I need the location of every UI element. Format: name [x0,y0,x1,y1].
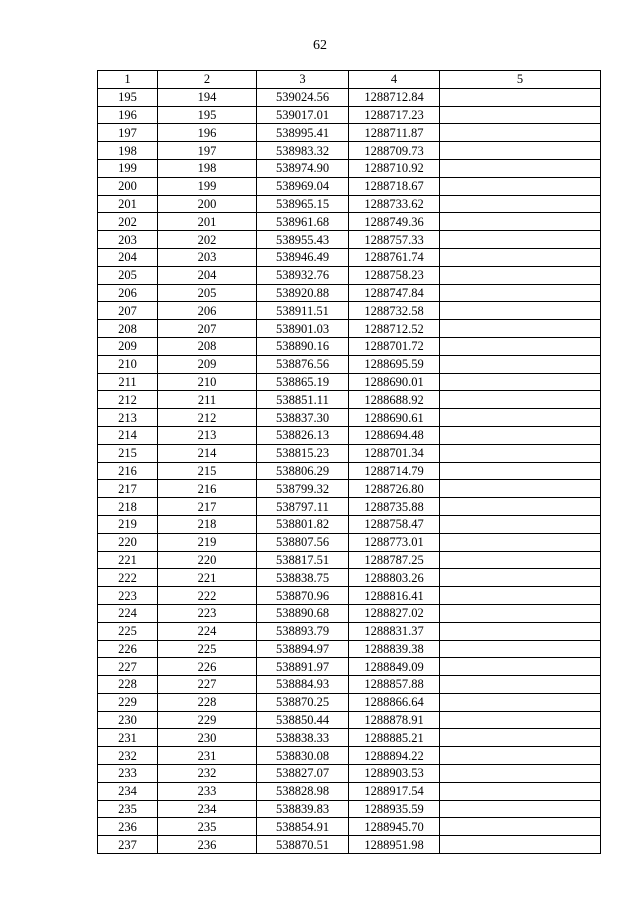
table-cell-col-3: 538884.93 [257,676,349,694]
table-cell-col-1: 232 [98,747,158,765]
table-row [98,337,601,355]
table-cell-col-1: 229 [98,693,158,711]
table-row [98,355,601,373]
table-cell-col-2: 207 [158,320,257,338]
table-row [98,747,601,765]
table-row [98,836,601,854]
table-row [98,498,601,516]
table-cell-col-2: 228 [158,693,257,711]
table-cell-col-4: 1288714.79 [349,462,440,480]
table-cell-col-2: 235 [158,818,257,836]
table-cell-col-2: 234 [158,800,257,818]
table-cell-col-4: 1288747.84 [349,284,440,302]
table-cell-col-5 [440,355,601,373]
table-cell-col-2: 232 [158,765,257,783]
table-cell-col-3: 539017.01 [257,106,349,124]
table-cell-col-4: 1288690.01 [349,373,440,391]
table-cell-col-5 [440,818,601,836]
table-row [98,658,601,676]
table-cell-col-5 [440,462,601,480]
table-cell-col-4: 1288827.02 [349,604,440,622]
table-row [98,213,601,231]
table-cell-col-3: 538961.68 [257,213,349,231]
table-cell-col-3: 538854.91 [257,818,349,836]
table-cell-col-1: 212 [98,391,158,409]
table-cell-col-5 [440,373,601,391]
table-cell-col-5 [440,231,601,249]
table-cell-col-2: 212 [158,409,257,427]
table-cell-col-2: 218 [158,515,257,533]
table-cell-col-1: 210 [98,355,158,373]
table-row [98,159,601,177]
table-cell-col-5 [440,693,601,711]
table-cell-col-2: 209 [158,355,257,373]
table-cell-col-4: 1288816.41 [349,587,440,605]
table-cell-col-2: 236 [158,836,257,854]
table-cell-col-1: 218 [98,498,158,516]
table-cell-col-5 [440,800,601,818]
table-cell-col-5 [440,195,601,213]
table-cell-col-1: 219 [98,515,158,533]
table-row [98,320,601,338]
table-cell-col-3: 538865.19 [257,373,349,391]
table-cell-col-1: 215 [98,444,158,462]
table-row [98,551,601,569]
table-cell-col-4: 1288761.74 [349,248,440,266]
table-cell-col-1: 200 [98,177,158,195]
table-cell-col-4: 1288773.01 [349,533,440,551]
table-cell-col-1: 196 [98,106,158,124]
table-cell-col-1: 213 [98,409,158,427]
table-cell-col-5 [440,177,601,195]
table-cell-col-1: 208 [98,320,158,338]
table-cell-col-2: 208 [158,337,257,355]
table-cell-col-5 [440,480,601,498]
table-cell-col-1: 207 [98,302,158,320]
table-cell-col-5 [440,676,601,694]
table-row [98,711,601,729]
table-cell-col-4: 1288831.37 [349,622,440,640]
table-row [98,124,601,142]
table-cell-col-3: 539024.56 [257,88,349,106]
table-cell-col-1: 226 [98,640,158,658]
table-cell-col-1: 225 [98,622,158,640]
table-cell-col-4: 1288951.98 [349,836,440,854]
table-row [98,622,601,640]
table-cell-col-5 [440,551,601,569]
table-cell-col-1: 214 [98,426,158,444]
table-cell-col-3: 538965.15 [257,195,349,213]
table-cell-col-2: 203 [158,248,257,266]
table-row [98,177,601,195]
table-cell-col-2: 199 [158,177,257,195]
table-row [98,302,601,320]
table-cell-col-2: 198 [158,159,257,177]
table-cell-col-1: 199 [98,159,158,177]
table-cell-col-1: 205 [98,266,158,284]
table-cell-col-3: 538870.25 [257,693,349,711]
table-row [98,248,601,266]
table-header-row [98,71,601,89]
table-cell-col-1: 234 [98,782,158,800]
table-row [98,569,601,587]
table-cell-col-3: 538838.33 [257,729,349,747]
table-cell-col-1: 230 [98,711,158,729]
table-cell-col-3: 538969.04 [257,177,349,195]
table-cell-col-3: 538797.11 [257,498,349,516]
page-number: 62 [313,38,327,53]
table-cell-col-5 [440,640,601,658]
table-row [98,800,601,818]
table-cell-col-4: 1288803.26 [349,569,440,587]
table-cell-col-5 [440,658,601,676]
table-cell-col-5 [440,569,601,587]
table-cell-col-2: 219 [158,533,257,551]
table-cell-col-4: 1288885.21 [349,729,440,747]
table-cell-col-1: 224 [98,604,158,622]
column-header-1: 1 [98,71,158,89]
table-cell-col-1: 198 [98,142,158,160]
table-cell-col-3: 538817.51 [257,551,349,569]
table-cell-col-4: 1288688.92 [349,391,440,409]
table-row [98,729,601,747]
table-cell-col-1: 228 [98,676,158,694]
table-cell-col-2: 213 [158,426,257,444]
table-cell-col-3: 538891.97 [257,658,349,676]
table-cell-col-2: 210 [158,373,257,391]
table-row [98,373,601,391]
table-cell-col-4: 1288710.92 [349,159,440,177]
table-body [98,88,601,853]
table-cell-col-1: 223 [98,587,158,605]
table-cell-col-3: 538850.44 [257,711,349,729]
table-cell-col-1: 203 [98,231,158,249]
table-cell-col-2: 217 [158,498,257,516]
table-cell-col-2: 220 [158,551,257,569]
table-cell-col-2: 224 [158,622,257,640]
table-cell-col-3: 538826.13 [257,426,349,444]
table-cell-col-5 [440,782,601,800]
table-cell-col-4: 1288732.58 [349,302,440,320]
table-cell-col-3: 538799.32 [257,480,349,498]
table-cell-col-2: 201 [158,213,257,231]
table-row [98,693,601,711]
table-cell-col-2: 194 [158,88,257,106]
table-cell-col-5 [440,124,601,142]
table-cell-col-1: 216 [98,462,158,480]
table-cell-col-4: 1288878.91 [349,711,440,729]
table-cell-col-2: 196 [158,124,257,142]
table-cell-col-3: 538801.82 [257,515,349,533]
table-row [98,765,601,783]
table-row [98,818,601,836]
table-cell-col-3: 538806.29 [257,462,349,480]
table-cell-col-1: 237 [98,836,158,854]
table-cell-col-5 [440,444,601,462]
table-cell-col-5 [440,515,601,533]
table-cell-col-3: 538911.51 [257,302,349,320]
table-cell-col-4: 1288717.23 [349,106,440,124]
table-cell-col-3: 538807.56 [257,533,349,551]
table-cell-col-2: 200 [158,195,257,213]
table-cell-col-3: 538838.75 [257,569,349,587]
table-cell-col-2: 222 [158,587,257,605]
table-cell-col-4: 1288894.22 [349,747,440,765]
table-cell-col-3: 538839.83 [257,800,349,818]
table-cell-col-4: 1288701.34 [349,444,440,462]
table-cell-col-4: 1288749.36 [349,213,440,231]
table-cell-col-5 [440,248,601,266]
table-cell-col-3: 538828.98 [257,782,349,800]
table-cell-col-1: 233 [98,765,158,783]
table-cell-col-5 [440,159,601,177]
table-cell-col-4: 1288718.67 [349,177,440,195]
table-cell-col-4: 1288712.52 [349,320,440,338]
table-row [98,444,601,462]
table-cell-col-3: 538851.11 [257,391,349,409]
table-row [98,266,601,284]
table-cell-col-1: 211 [98,373,158,391]
table-cell-col-1: 236 [98,818,158,836]
table-row [98,782,601,800]
table-cell-col-3: 538870.51 [257,836,349,854]
table-cell-col-5 [440,302,601,320]
table-cell-col-1: 227 [98,658,158,676]
table-cell-col-2: 211 [158,391,257,409]
table-cell-col-5 [440,711,601,729]
table-cell-col-5 [440,391,601,409]
table-row [98,640,601,658]
table-cell-col-3: 538983.32 [257,142,349,160]
table-cell-col-2: 221 [158,569,257,587]
table-cell-col-2: 216 [158,480,257,498]
table-cell-col-3: 538837.30 [257,409,349,427]
table-cell-col-3: 538995.41 [257,124,349,142]
table-cell-col-3: 538932.76 [257,266,349,284]
table-row [98,480,601,498]
table-cell-col-1: 197 [98,124,158,142]
table-cell-col-1: 204 [98,248,158,266]
table-cell-col-3: 538920.88 [257,284,349,302]
table-cell-col-3: 538830.08 [257,747,349,765]
table-cell-col-4: 1288695.59 [349,355,440,373]
table-cell-col-1: 201 [98,195,158,213]
table-cell-col-4: 1288849.09 [349,658,440,676]
table-cell-col-4: 1288733.62 [349,195,440,213]
table-cell-col-4: 1288758.23 [349,266,440,284]
table-row [98,533,601,551]
table-cell-col-5 [440,533,601,551]
column-header-5: 5 [440,71,601,89]
table-cell-col-1: 217 [98,480,158,498]
table-cell-col-3: 538974.90 [257,159,349,177]
table-cell-col-4: 1288903.53 [349,765,440,783]
table-row [98,106,601,124]
table-cell-col-5 [440,729,601,747]
table-cell-col-1: 220 [98,533,158,551]
table-cell-col-2: 230 [158,729,257,747]
table-cell-col-2: 214 [158,444,257,462]
table-cell-col-5 [440,337,601,355]
table-cell-col-4: 1288945.70 [349,818,440,836]
table-cell-col-4: 1288758.47 [349,515,440,533]
table-cell-col-4: 1288701.72 [349,337,440,355]
table-cell-col-5 [440,320,601,338]
table-cell-col-1: 209 [98,337,158,355]
table-row [98,88,601,106]
table-row [98,426,601,444]
column-header-2: 2 [158,71,257,89]
table-cell-col-2: 223 [158,604,257,622]
table-cell-col-5 [440,284,601,302]
table-cell-col-4: 1288711.87 [349,124,440,142]
table-cell-col-1: 202 [98,213,158,231]
table-cell-col-4: 1288690.61 [349,409,440,427]
table-cell-col-1: 235 [98,800,158,818]
table-row [98,231,601,249]
table-cell-col-2: 231 [158,747,257,765]
table-cell-col-4: 1288726.80 [349,480,440,498]
table-cell-col-5 [440,587,601,605]
table-cell-col-1: 222 [98,569,158,587]
table-cell-col-5 [440,765,601,783]
table-cell-col-5 [440,213,601,231]
table-cell-col-5 [440,498,601,516]
table-cell-col-2: 226 [158,658,257,676]
table-cell-col-1: 195 [98,88,158,106]
table-cell-col-2: 227 [158,676,257,694]
table-cell-col-4: 1288857.88 [349,676,440,694]
table-cell-col-4: 1288757.33 [349,231,440,249]
table-cell-col-2: 197 [158,142,257,160]
table-cell-col-4: 1288866.64 [349,693,440,711]
table-cell-col-5 [440,604,601,622]
table-cell-col-3: 538946.49 [257,248,349,266]
table-cell-col-4: 1288839.38 [349,640,440,658]
table-cell-col-5 [440,747,601,765]
table-cell-col-2: 202 [158,231,257,249]
table-cell-col-2: 195 [158,106,257,124]
table-cell-col-4: 1288712.84 [349,88,440,106]
table-cell-col-5 [440,106,601,124]
table-row [98,676,601,694]
table-cell-col-4: 1288787.25 [349,551,440,569]
table-cell-col-5 [440,836,601,854]
table-cell-col-5 [440,266,601,284]
table-cell-col-2: 229 [158,711,257,729]
table-cell-col-3: 538890.16 [257,337,349,355]
table-cell-col-3: 538901.03 [257,320,349,338]
table-row [98,391,601,409]
table-row [98,195,601,213]
table-cell-col-2: 233 [158,782,257,800]
table-cell-col-2: 225 [158,640,257,658]
table-cell-col-5 [440,88,601,106]
column-header-3: 3 [257,71,349,89]
table-cell-col-3: 538870.96 [257,587,349,605]
table-cell-col-4: 1288935.59 [349,800,440,818]
table-cell-col-5 [440,622,601,640]
table-cell-col-2: 204 [158,266,257,284]
table-cell-col-1: 206 [98,284,158,302]
table-cell-col-2: 215 [158,462,257,480]
table-cell-col-5 [440,142,601,160]
table-cell-col-5 [440,409,601,427]
table-cell-col-5 [440,426,601,444]
table-cell-col-3: 538827.07 [257,765,349,783]
table-row [98,462,601,480]
table-cell-col-2: 205 [158,284,257,302]
table-cell-col-2: 206 [158,302,257,320]
table-cell-col-1: 221 [98,551,158,569]
table-row [98,587,601,605]
table-cell-col-3: 538893.79 [257,622,349,640]
table-cell-col-4: 1288735.88 [349,498,440,516]
table-row [98,284,601,302]
table-cell-col-3: 538876.56 [257,355,349,373]
table-cell-col-3: 538955.43 [257,231,349,249]
table-row [98,604,601,622]
table-cell-col-3: 538894.97 [257,640,349,658]
table-row [98,409,601,427]
table-cell-col-4: 1288917.54 [349,782,440,800]
table-cell-col-3: 538890.68 [257,604,349,622]
coordinates-table [97,70,601,854]
table-cell-col-3: 538815.23 [257,444,349,462]
table-row [98,515,601,533]
table-cell-col-4: 1288694.48 [349,426,440,444]
table-cell-col-1: 231 [98,729,158,747]
column-header-4: 4 [349,71,440,89]
table-cell-col-4: 1288709.73 [349,142,440,160]
table-row [98,142,601,160]
